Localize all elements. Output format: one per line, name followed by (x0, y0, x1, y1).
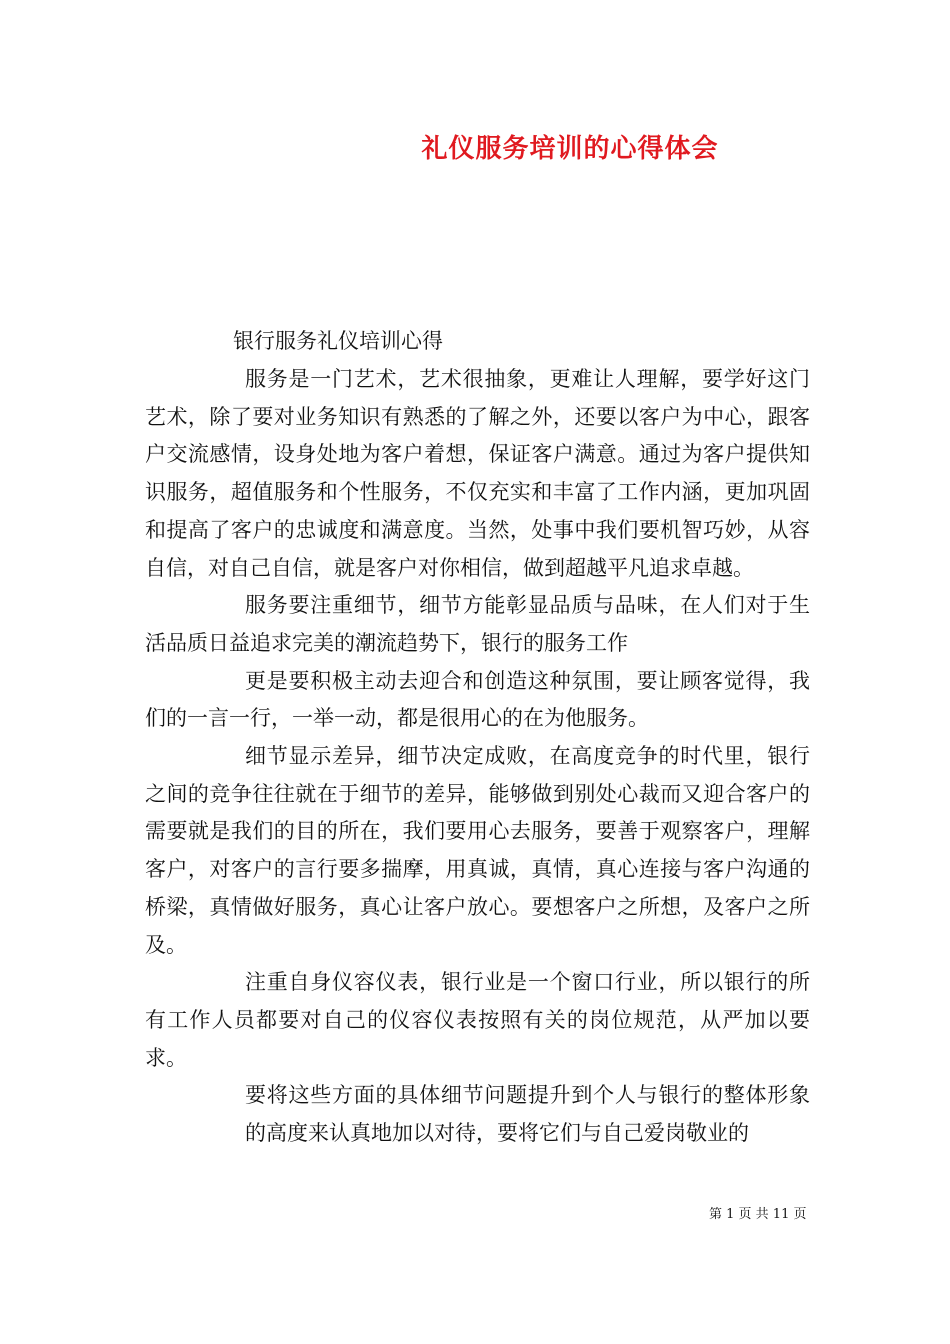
paragraph: 服务要注重细节，细节方能彰显品质与品味，在人们对于生活品质日益追求完美的潮流趋势下，银行的服务工作 (145, 593, 810, 655)
paragraph: 服务是一门艺术，艺术很抽象，更难让人理解，要学好这门艺术，除了要对业务知识有熟悉的了解之外，还要以客户为中心，跟客户交流感情，设身处地为客户着想，保证客户满意。通过为客户提供知识服务，超值服务和个性服务，不仅充实和丰富了工作内涵，更加巩固和提高了客户的忠诚度和满意度。当然，处事中我们要机智巧妙，从容自信，对自己自信，就是客户对你相信，做到超越平凡追求卓越。 (145, 367, 810, 580)
document-body (145, 361, 810, 1153)
document-title: 礼仪服务培训的心得体会 (421, 134, 719, 164)
page-indicator: 第 1 页 共 11 页 (709, 1207, 807, 1222)
paragraph: 要将这些方面的具体细节问题提升到个人与银行的整体形象的高度来认真地加以对待，要将它们与自己爱岗敬业的 (245, 1083, 810, 1146)
document-subtitle: 银行服务礼仪培训心得 (233, 329, 443, 353)
paragraph: 注重自身仪容仪表，银行业是一个窗口行业，所以银行的所有工作人员都要对自己的仪容仪表按照有关的岗位规范，从严加以要求。 (145, 970, 810, 1070)
paragraph: 更是要积极主动去迎合和创造这种氛围，要让顾客觉得，我们的一言一行，一举一动，都是很用心的在为他服务。 (145, 668, 810, 731)
paragraph: 细节显示差异，细节决定成败，在高度竞争的时代里，银行之间的竞争往往就在于细节的差异，能够做到别处心裁而又迎合客户的需要就是我们的目的所在，我们要用心去服务，要善于观察客户，理解客户，对客户的言行要多揣摩，用真诚，真情，真心连接与客户沟通的桥梁，真情做好服务，真心让客户放心。要想客户之所想，及客户之所及。 (145, 744, 810, 957)
